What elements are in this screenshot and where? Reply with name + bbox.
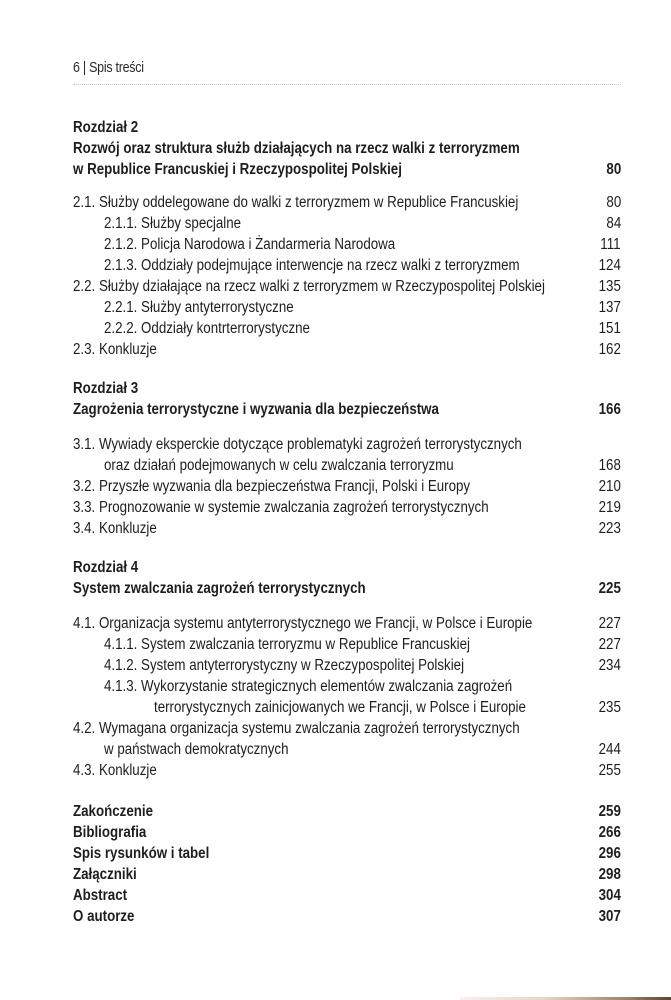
toc-entry <box>73 476 621 497</box>
toc-entry <box>73 760 621 781</box>
toc-page-number: 255 <box>598 762 621 779</box>
toc-entry <box>73 655 621 676</box>
header-separator: | <box>82 60 86 76</box>
toc-entry <box>73 213 621 234</box>
toc-page-number: 162 <box>598 341 621 358</box>
toc-page-number: 124 <box>598 257 621 274</box>
toc-page-number: 168 <box>598 457 621 474</box>
toc-entry-text: 4.1. Organizacja systemu antyterrorystycznego we Francji, w Polsce i Europie <box>73 615 533 632</box>
toc-entry-text: 4.2. Wymagana organizacja systemu zwalczania zagrożeń terrorystycznych <box>73 720 520 737</box>
toc-entry <box>73 718 621 739</box>
toc-page-number: 298 <box>598 866 621 883</box>
toc-entry-text: 2.3. Konkluzje <box>73 341 157 358</box>
toc-page-number: 296 <box>598 845 621 862</box>
toc-page-number: 223 <box>598 520 621 537</box>
toc-entry-text: 3.2. Przyszłe wyzwania dla bezpieczeństwa Francji, Polski i Europy <box>73 478 471 495</box>
toc-entry <box>73 497 621 518</box>
running-header <box>73 60 544 76</box>
toc-entry <box>73 518 621 539</box>
toc-entry <box>73 843 621 864</box>
toc-entry-text: 4.3. Konkluzje <box>73 762 157 779</box>
toc-entry-text: Rozdział 2 <box>73 119 139 136</box>
toc-entry <box>73 676 621 697</box>
toc-entry <box>73 276 621 297</box>
toc-entry-text: Zakończenie <box>73 803 154 820</box>
toc-entry <box>73 434 621 455</box>
toc-entry-text: 3.4. Konkluzje <box>73 520 157 537</box>
toc-page-number: 135 <box>598 278 621 295</box>
toc-entry <box>73 864 621 885</box>
header-rule <box>73 84 621 85</box>
toc-entry <box>73 339 621 360</box>
toc-page-number: 84 <box>606 215 621 232</box>
toc-entry <box>73 455 621 476</box>
toc-entry-text: Rozwój oraz struktura służb działających na rzecz walki z terroryzmem <box>73 140 520 157</box>
toc-entry <box>73 739 621 760</box>
toc-entry-text: 2.2.1. Służby antyterrorystyczne <box>104 299 294 316</box>
toc-entry-text: System zwalczania zagrożeń terrorystycznych <box>73 580 366 597</box>
toc-entry <box>73 234 621 255</box>
toc-entry-text: 2.1.1. Służby specjalne <box>104 215 242 232</box>
toc-page-number: 210 <box>598 478 621 495</box>
toc-entry <box>73 255 621 276</box>
toc-entry <box>73 885 621 906</box>
toc-entry-text: Spis rysunków i tabel <box>73 845 210 862</box>
toc-page-number: 151 <box>598 320 621 337</box>
toc-entry-text: oraz działań podejmowanych w celu zwalczania terroryzmu <box>104 457 454 474</box>
toc-entry <box>73 822 621 843</box>
toc-page-number: 304 <box>598 887 621 904</box>
toc-entry-text: 4.1.2. System antyterrorystyczny w Rzeczypospolitej Polskiej <box>104 657 465 674</box>
toc-page-number: 137 <box>598 299 621 316</box>
toc-entry <box>73 159 621 180</box>
toc-entry <box>73 297 621 318</box>
toc-entry <box>73 697 621 718</box>
toc-entry-text: Abstract <box>73 887 128 904</box>
toc-entry <box>73 138 621 159</box>
toc-entry-text: 2.1.2. Policja Narodowa i Żandarmeria Narodowa <box>104 236 396 253</box>
toc-page-number: 111 <box>600 236 621 253</box>
toc-entry <box>73 399 621 420</box>
toc-entry-text: 3.1. Wywiady eksperckie dotyczące problematyki zagrożeń terrorystycznych <box>73 436 522 453</box>
toc-entry <box>73 378 621 399</box>
toc-page-number: 227 <box>598 615 621 632</box>
toc-entry <box>73 318 621 339</box>
toc-entry-text: Rozdział 3 <box>73 380 139 397</box>
toc-entry-text: 3.3. Prognozowanie w systemie zwalczania zagrożeń terrorystycznych <box>73 499 489 516</box>
toc-page-number: 166 <box>598 401 621 418</box>
toc-entry <box>73 906 621 927</box>
toc-entry <box>73 117 621 138</box>
toc-page-number: 259 <box>598 803 621 820</box>
toc-page-number: 244 <box>598 741 621 758</box>
toc-page-number: 227 <box>598 636 621 653</box>
toc-entry-text: terrorystycznych zainicjowanych we Francji, w Polsce i Europie <box>154 699 526 716</box>
toc-entry-text: 2.2. Służby działające na rzecz walki z terroryzmem w Rzeczypospolitej Polskiej <box>73 278 545 295</box>
header-title: Spis treści <box>89 60 144 76</box>
toc-entry <box>73 634 621 655</box>
toc-page-number: 80 <box>606 161 621 178</box>
toc-entry-text: w Republice Francuskiej i Rzeczypospolitej Polskiej <box>73 161 402 178</box>
toc-page-number: 234 <box>598 657 621 674</box>
toc-page-number: 235 <box>598 699 621 716</box>
toc-entry-text: 4.1.1. System zwalczania terroryzmu w Republice Francuskiej <box>104 636 470 653</box>
toc-entry-text: O autorze <box>73 908 135 925</box>
toc-page-number: 307 <box>598 908 621 925</box>
toc-entry <box>73 578 621 599</box>
toc-entry-text: 4.1.3. Wykorzystanie strategicznych elementów zwalczania zagrożeń <box>104 678 513 695</box>
header-page-number: 6 <box>73 60 80 76</box>
toc-entry-text: 2.1. Służby oddelegowane do walki z terroryzmem w Republice Francuskiej <box>73 194 519 211</box>
toc-entry <box>73 557 621 578</box>
toc-entry-text: w państwach demokratycznych <box>104 741 289 758</box>
toc-entry-text: Rozdział 4 <box>73 559 139 576</box>
toc-page-number: 80 <box>606 194 621 211</box>
toc-page-number: 266 <box>598 824 621 841</box>
toc-entry <box>73 613 621 634</box>
toc-entry-text: Załączniki <box>73 866 137 883</box>
toc-page-number: 225 <box>598 580 621 597</box>
toc-entry <box>73 801 621 822</box>
toc-entry <box>73 192 621 213</box>
toc-page-number: 219 <box>598 499 621 516</box>
toc-entry-text: 2.2.2. Oddziały kontrterrorystyczne <box>104 320 310 337</box>
toc-entry-text: 2.1.3. Oddziały podejmujące interwencje na rzecz walki z terroryzmem <box>104 257 520 274</box>
toc-entry-text: Zagrożenia terrorystyczne i wyzwania dla bezpieczeństwa <box>73 401 439 418</box>
toc-entry-text: Bibliografia <box>73 824 147 841</box>
